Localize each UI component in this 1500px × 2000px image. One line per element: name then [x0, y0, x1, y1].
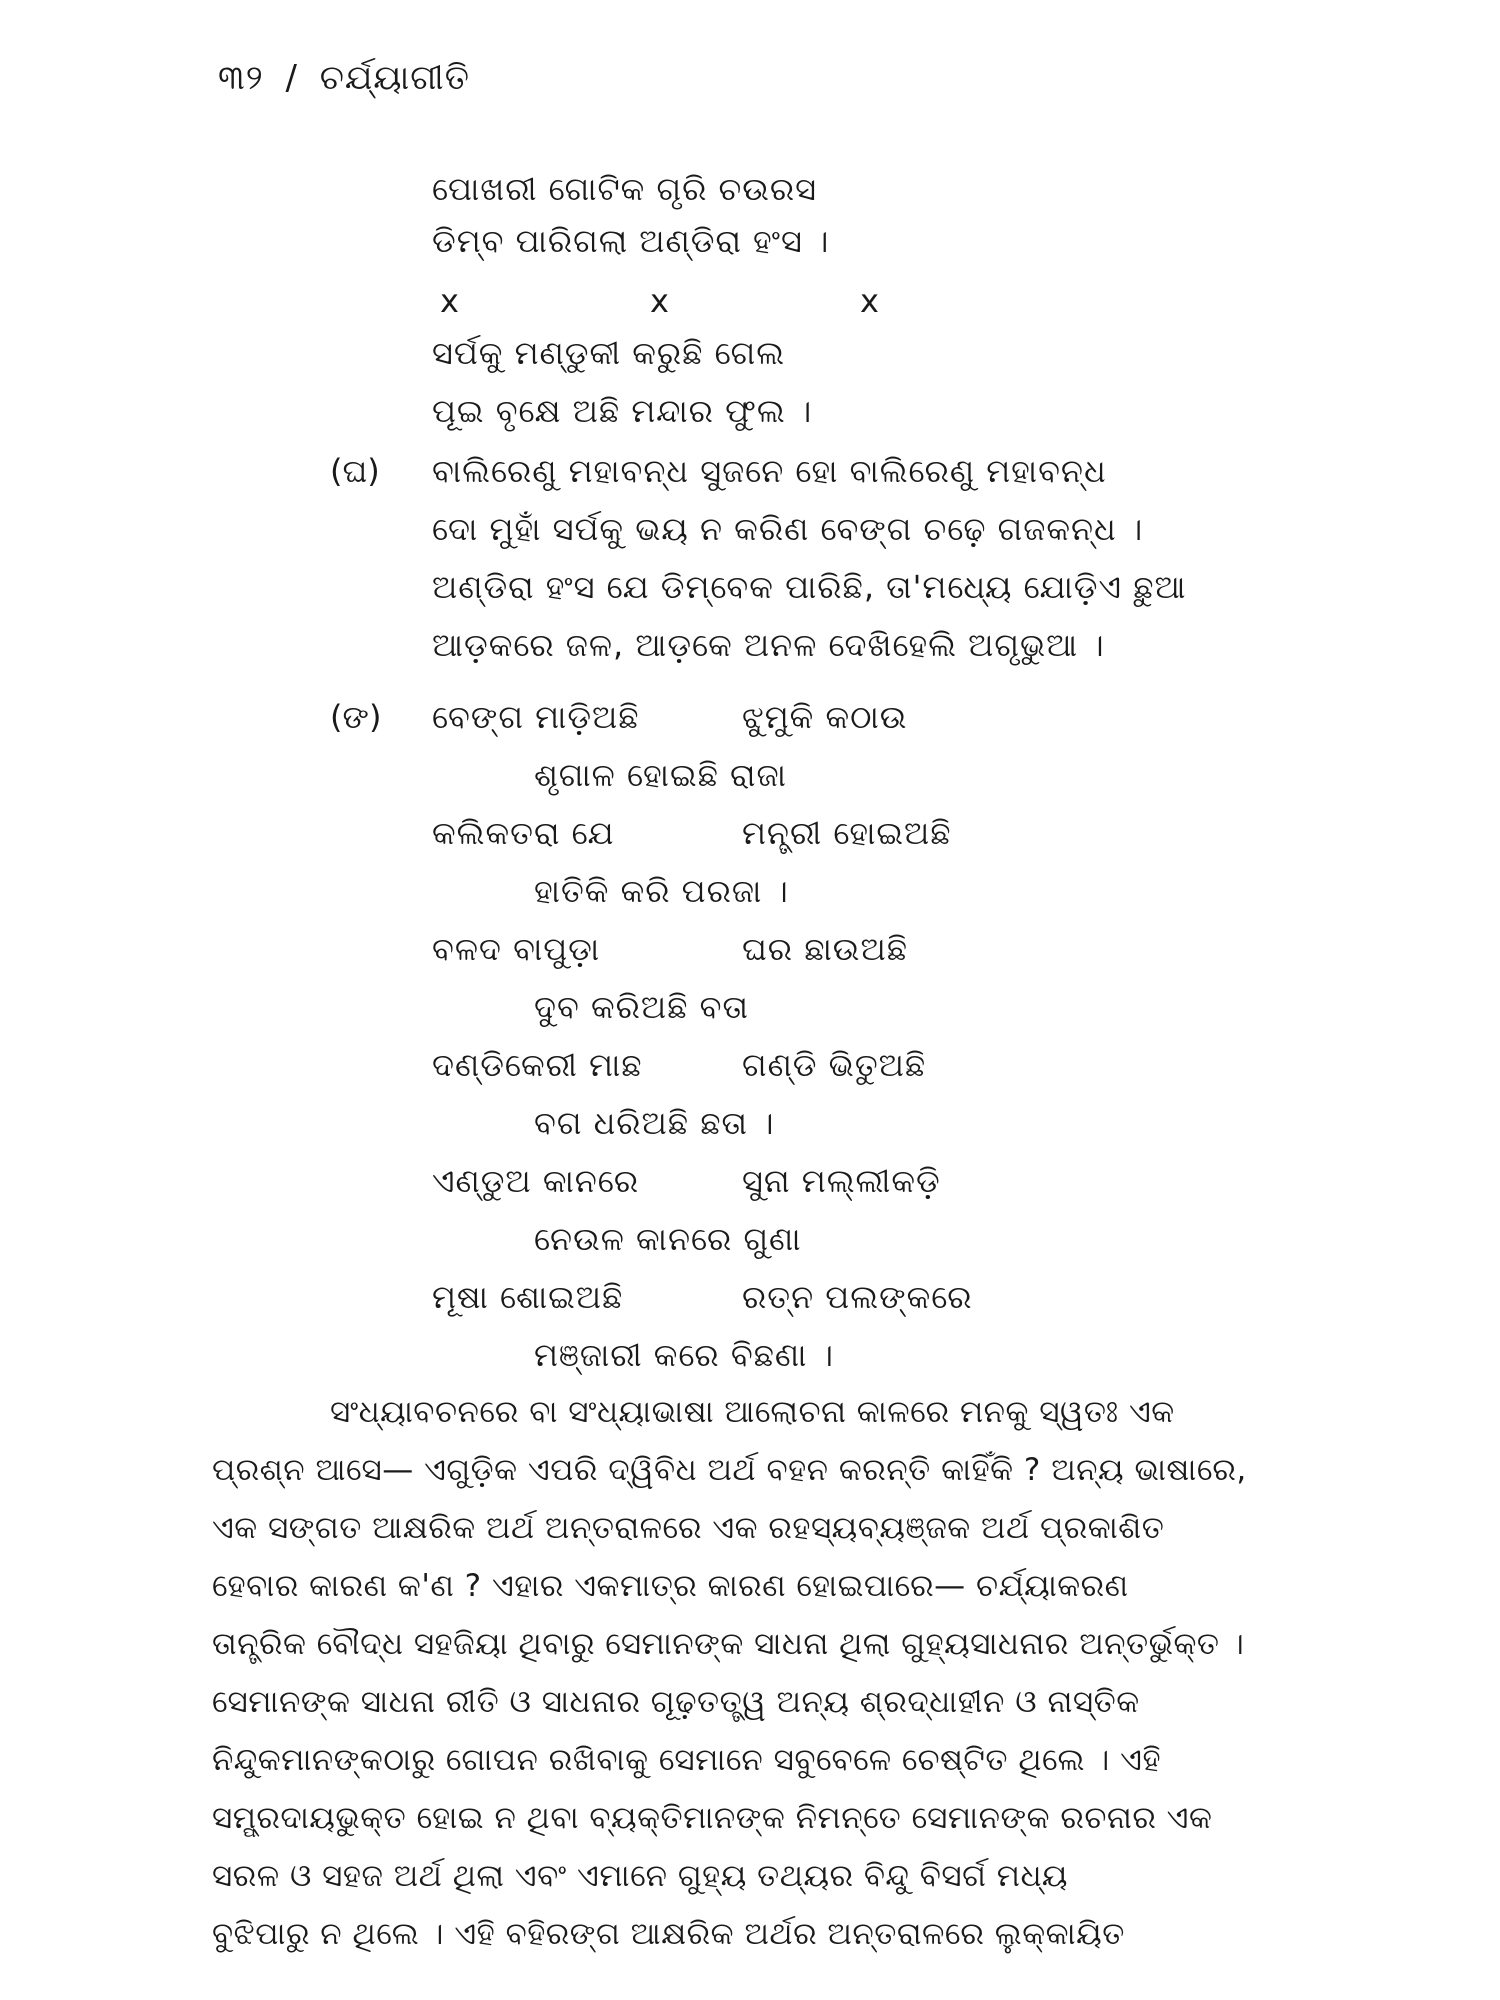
section-label-gha: (ଘ) [330, 452, 380, 490]
couplet-left: ଦଣ୍ଡିକେରୀ ମାଛ [432, 1046, 643, 1084]
couplet-indent: ବଗ ଧରିଅଛି ଛତା । [534, 1104, 775, 1142]
couplet-left: ବେଙ୍ଗ ମାଡ଼ିଅଛି [432, 698, 640, 736]
couplet-left: ମୂଷା ଶୋଇଅଛି [432, 1278, 624, 1316]
book-title: ଚର୍ଯ୍ୟାଗୀତି [319, 58, 470, 98]
couplet-indent: ମଞ୍ଜାରୀ କରେ ବିଛଣା । [534, 1336, 834, 1374]
verse-line: ସର୍ପକୁ ମଣ୍ଡୁକୀ କରୁଛି ଗେଲ [432, 334, 786, 372]
couplet-left: ଏଣ୍ଡୁଅ କାନରେ [432, 1162, 640, 1200]
couplet-indent: ଶୃଗାଳ ହୋଇଛି ରାଜା [534, 756, 787, 794]
prose-line: ପ୍ରଶ୍ନ ଆସେ— ଏଗୁଡ଼ିକ ଏପରି ଦ୍ୱିବିଧ ଅର୍ଥ ବହନ କରନ୍ତି କାହିଁକି ? ଅନ୍ୟ ଭାଷାରେ, [212, 1452, 1247, 1488]
verse-line: ପୂଇ ବୃକ୍ଷେ ଅଛି ମନ୍ଦାର ଫୁଲ । [432, 392, 813, 430]
couplet-right: ଝୁମୁକି କଠାଉ [742, 698, 908, 736]
prose-line: ସେମାନଙ୍କ ସାଧନା ରୀତି ଓ ସାଧନାର ଗୂଢ଼ତତ୍ତ୍ୱ ଅନ୍ୟ ଶ୍ରଦ୍ଧାହୀନ ଓ ନାସ୍ତିକ [212, 1684, 1140, 1720]
verse-line: ଅଣ୍ଡିରା ହଂସ ଯେ ଡିମ୍ବେକ ପାରିଛି, ତା'ମଧ୍ୟେ ଯୋଡ଼ିଏ ଛୁଆ [432, 568, 1187, 606]
prose-line: ତାନ୍ତ୍ରିକ ବୌଦ୍ଧ ସହଜିୟା ଥିବାରୁ ସେମାନଙ୍କ ସାଧନା ଥିଲା ଗୁହ୍ୟସାଧନାର ଅନ୍ତର୍ଭୁକ୍ତ । [212, 1626, 1245, 1662]
couplet-right: ଘର ଛାଉଅଛି [742, 930, 909, 968]
couplet-indent: ଦୁବ କରିଅଛି ବତା [534, 988, 749, 1026]
verse-line: ଦୋ ମୁହାଁ ସର୍ପକୁ ଭୟ ନ କରିଣ ବେଙ୍ଗ ଚଢ଼େ ଗଜକନ୍ଧ । [432, 510, 1144, 548]
couplet-indent: ହାତିକି କରି ପରଜା । [534, 872, 789, 910]
couplet-right: ମନ୍ତ୍ରୀ ହୋଇଅଛି [742, 814, 952, 852]
verse-line: ବାଲିରେଣୁ ମହାବନ୍ଧ ସୁଜନେ ହୋ ବାଲିରେଣୁ ମହାବନ୍ଧ [432, 452, 1107, 490]
couplet-right: ଗଣ୍ଡି ଭିତୁଅଛି [742, 1046, 927, 1084]
running-header [218, 58, 470, 98]
prose-line: ସଂଧ୍ୟାବଚନରେ ବା ସଂଧ୍ୟାଭାଷା ଆଲୋଚନା କାଳରେ ମନକୁ ସ୍ୱତଃ ଏକ [330, 1394, 1175, 1430]
verse-line: ଡିମ୍ବ ପାରିଗଲା ଅଣ୍ଡିରା ହଂସ । [432, 222, 830, 260]
header-separator: / [285, 58, 298, 98]
separator-mark: x [440, 282, 460, 320]
couplet-left: କଲିକତରା ଯେ [432, 814, 615, 852]
prose-line: ହେବାର କାରଣ କ'ଣ ? ଏହାର ଏକମାତ୍ର କାରଣ ହୋଇପାରେ— ଚର୍ଯ୍ୟାକରଣ [212, 1568, 1129, 1604]
separator-mark: x [650, 282, 670, 320]
verse-line: ପୋଖରୀ ଗୋଟିକ ଗୃରି ଚଉରସ [432, 170, 818, 208]
couplet-right: ସୁନା ମଲ୍ଲୀକଡ଼ି [742, 1162, 941, 1200]
page-number: ୩୨ [218, 58, 264, 98]
couplet-right: ରତ୍ନ ପଲଙ୍କରେ [742, 1278, 973, 1316]
prose-line: ବୁଝିପାରୁ ନ ଥିଲେ । ଏହି ବହିରଙ୍ଗ ଆକ୍ଷରିକ ଅର୍ଥର ଅନ୍ତରାଳରେ ଲୁକ୍କାୟିତ [212, 1916, 1125, 1952]
prose-line: ନିନ୍ଦୁକମାନଙ୍କଠାରୁ ଗୋପନ ରଖିବାକୁ ସେମାନେ ସବୁବେଳେ ଚେଷ୍ଟିତ ଥିଲେ । ଏହି [212, 1742, 1162, 1778]
section-label-nga: (ଙ) [330, 698, 382, 736]
prose-line: ଏକ ସଙ୍ଗତ ଆକ୍ଷରିକ ଅର୍ଥ ଅନ୍ତରାଳରେ ଏକ ରହସ୍ୟବ୍ୟଞ୍ଜକ ଅର୍ଥ ପ୍ରକାଶିତ [212, 1510, 1165, 1546]
couplet-indent: ନେଉଳ କାନରେ ଗୁଣା [534, 1220, 802, 1258]
couplet-left: ବଳଦ ବାପୁଡ଼ା [432, 930, 601, 968]
prose-line: ସମ୍ପ୍ରଦାୟଭୁକ୍ତ ହୋଇ ନ ଥିବା ବ୍ୟକ୍ତିମାନଙ୍କ ନିମନ୍ତେ ସେମାନଙ୍କ ରଚନାର ଏକ [212, 1800, 1213, 1836]
separator-mark: x [860, 282, 880, 320]
verse-line: ଆଡ଼କରେ ଜଳ, ଆଡ଼କେ ଅନଳ ଦେଖିହେଲି ଅଗୃଭୁଆ । [432, 626, 1105, 664]
prose-line: ସରଳ ଓ ସହଜ ଅର୍ଥ ଥିଲା ଏବଂ ଏମାନେ ଗୁହ୍ୟ ତଥ୍ୟର ବିନ୍ଦୁ ବିସର୍ଗ ମଧ୍ୟ [212, 1858, 1069, 1894]
